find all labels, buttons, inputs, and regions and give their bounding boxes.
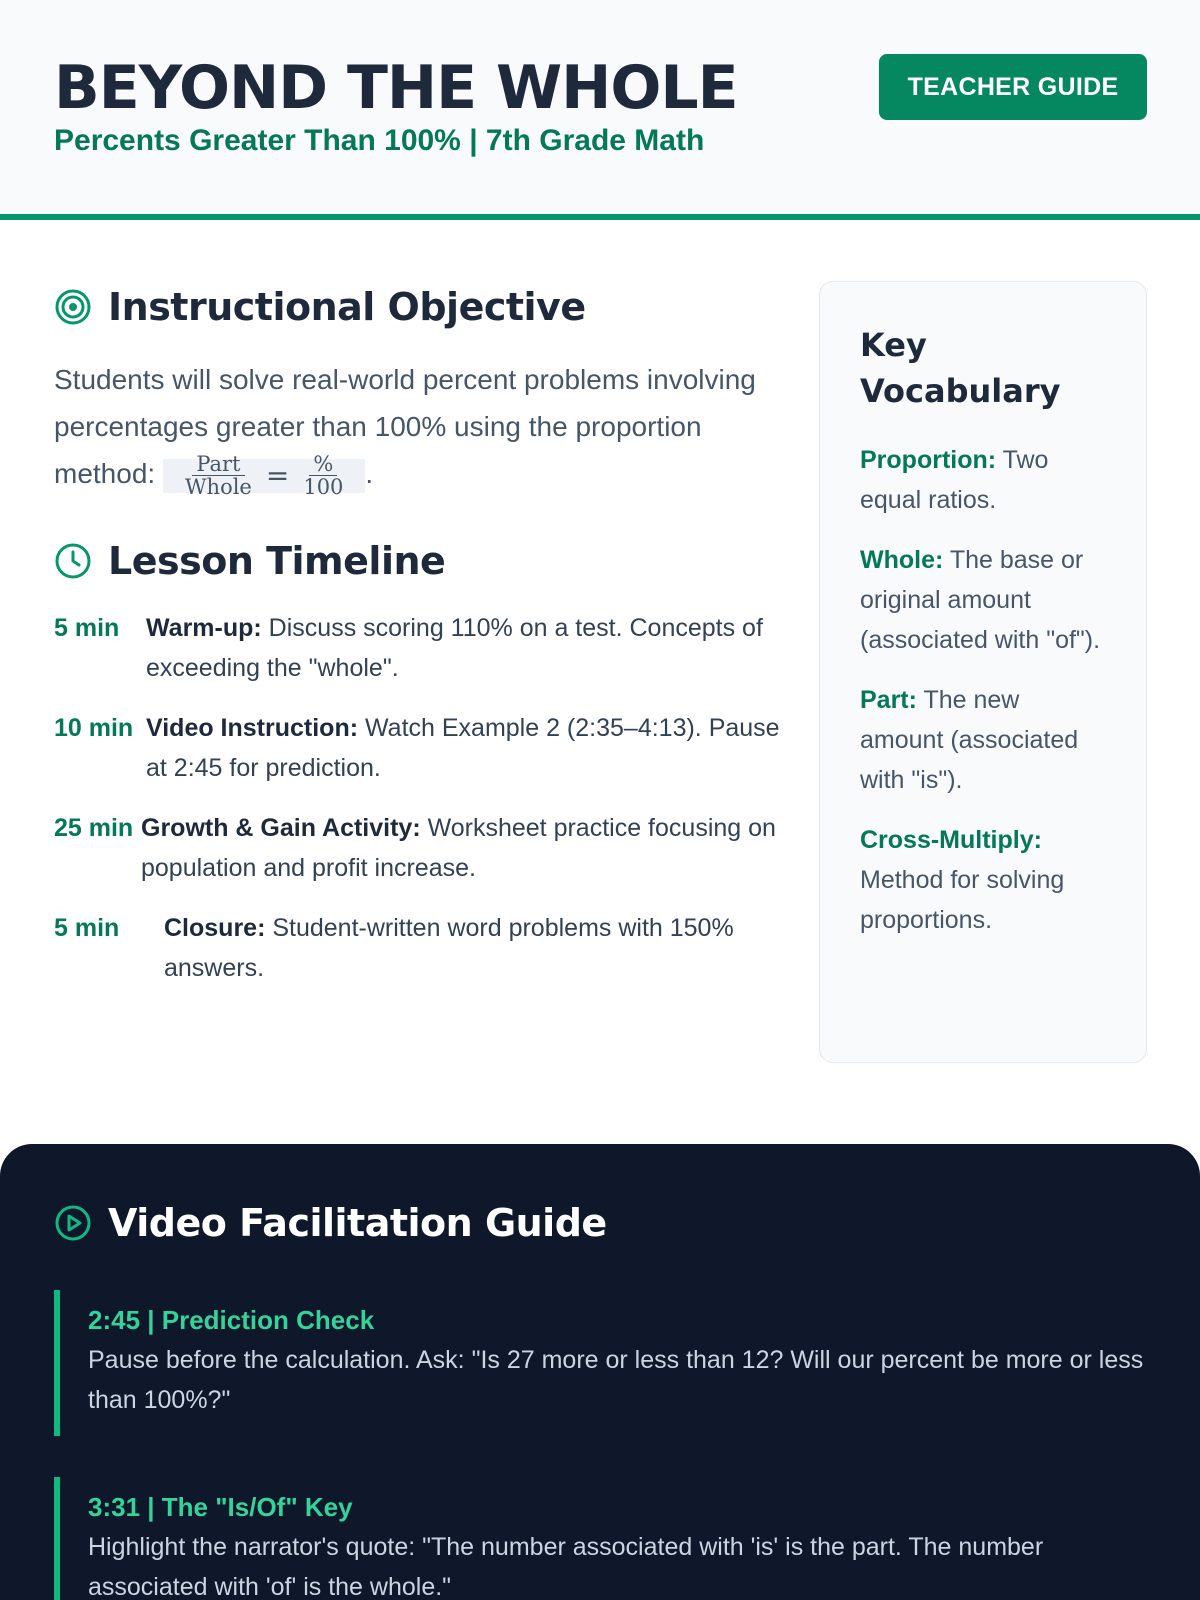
objective-text (54, 356, 774, 500)
part-whole-fraction (181, 453, 256, 498)
vocabulary-term: Proportion: (860, 446, 997, 474)
timeline-description (164, 908, 784, 988)
vocabulary-definition: Two equal ratios. (860, 446, 1049, 514)
key-vocabulary-card (819, 281, 1147, 1063)
fraction-percent: % (309, 453, 337, 476)
vocabulary-item (860, 540, 1106, 660)
video-guide-heading-row (54, 1200, 607, 1246)
timeline-label: Growth & Gain Activity: (141, 814, 421, 842)
teacher-guide-button[interactable]: TEACHER GUIDE (879, 54, 1147, 120)
page-title: BEYOND THE WHOLE (54, 53, 738, 123)
timeline-duration: 5 min (54, 614, 120, 642)
page-header (0, 0, 1200, 220)
vocabulary-item (860, 680, 1106, 800)
timeline-detail: Worksheet practice focusing on population and profit increase. (141, 814, 776, 882)
vocabulary-definition: The new amount (associated with "is"). (860, 686, 1079, 794)
objective-heading: Instructional Objective (108, 285, 586, 329)
timeline-label: Warm-up: (146, 614, 262, 642)
cue-title: 3:31 | The "Is/Of" Key (88, 1492, 353, 1522)
video-cue (54, 1290, 1154, 1436)
timeline-label: Closure: (164, 914, 266, 942)
cue-text: Pause before the calculation. Ask: "Is 27 more or less than 12? Will our percent be more or less than 100%?" (88, 1346, 1144, 1414)
vocabulary-term: Part: (860, 686, 917, 714)
vocabulary-item (860, 440, 1106, 520)
play-circle-icon (54, 1204, 92, 1242)
vocabulary-heading: Key Vocabulary (860, 326, 1061, 410)
timeline-item (54, 908, 784, 988)
fraction-whole: Whole (184, 475, 252, 500)
vocabulary-item (860, 820, 1106, 940)
timeline-description (141, 808, 784, 888)
proportion-formula (163, 452, 365, 500)
timeline-label: Video Instruction: (146, 714, 359, 742)
timeline-item (54, 608, 784, 688)
vocabulary-definition: Method for solving proportions. (860, 866, 1065, 934)
timeline-detail: Discuss scoring 110% on a test. Concepts of exceeding the "whole". (146, 614, 763, 682)
timeline-description (146, 608, 784, 688)
objective-period: . (365, 458, 374, 489)
percent-fraction (299, 453, 347, 498)
clock-icon (54, 542, 92, 580)
timeline-duration: 10 min (54, 714, 134, 742)
equals-sign: = (265, 459, 290, 493)
timeline-duration: 25 min (54, 814, 134, 842)
timeline-item (54, 708, 784, 788)
timeline-duration: 5 min (54, 914, 120, 942)
vocabulary-term: Cross-Multiply: (860, 826, 1042, 854)
fraction-part: Part (192, 453, 244, 476)
timeline-heading-row (54, 538, 445, 584)
timeline-heading: Lesson Timeline (108, 539, 446, 583)
vocabulary-term: Whole: (860, 546, 944, 574)
timeline-item (54, 808, 784, 888)
cue-title: 2:45 | Prediction Check (88, 1305, 375, 1335)
timeline-detail: Student-written word problems with 150% answers. (164, 914, 734, 982)
timeline-detail: Watch Example 2 (2:35–4:13). Pause at 2:45 for prediction. (146, 714, 780, 782)
lesson-timeline (54, 608, 784, 1008)
timeline-description (146, 708, 784, 788)
video-guide-heading: Video Facilitation Guide (108, 1201, 607, 1245)
objective-heading-row (54, 284, 586, 330)
video-facilitation-section (0, 1144, 1200, 1600)
fraction-hundred: 100 (303, 475, 344, 500)
cue-text: Highlight the narrator's quote: "The number associated with 'is' is the part. The number associated with 'of' is the whole." (88, 1533, 1044, 1600)
objective-body: Students will solve real-world percent problems involving percentages greater than 100% using the proportion method: (54, 364, 756, 489)
target-icon (54, 288, 92, 326)
page-subtitle: Percents Greater Than 100% | 7th Grade Math (54, 124, 705, 157)
vocabulary-definition: The base or original amount (associated with "of"). (860, 546, 1101, 654)
video-cue (54, 1477, 1154, 1600)
